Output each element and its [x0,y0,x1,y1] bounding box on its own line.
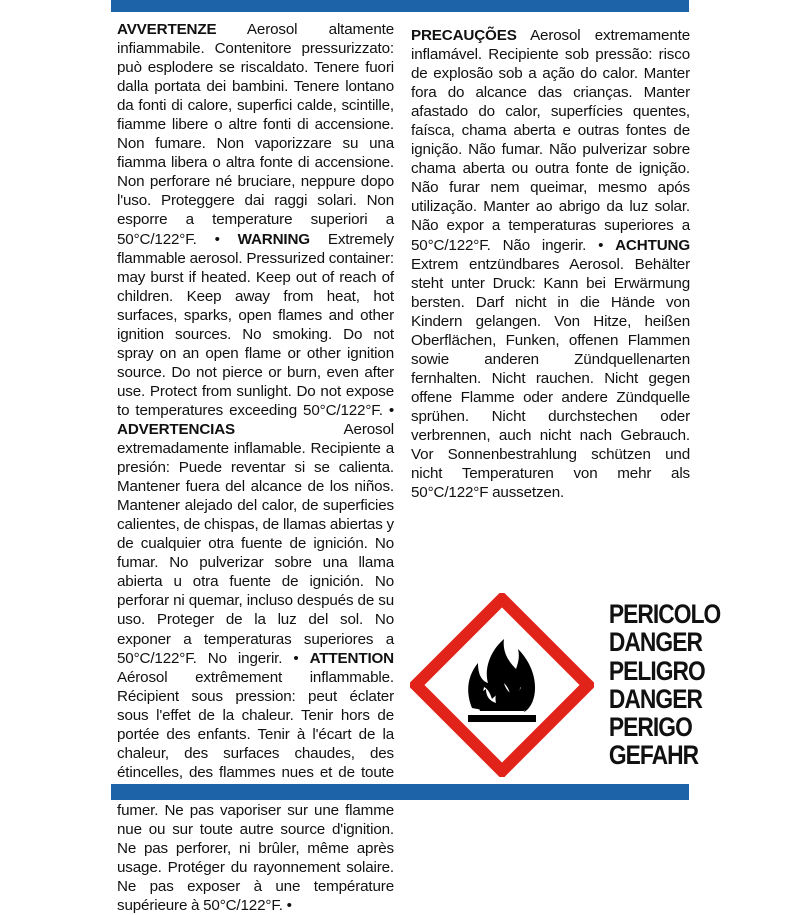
warning-portuguese [411,27,690,254]
signal-word-peligro: PELIGRO [608,655,705,686]
text-french: Aérosol extrêmement inflammable. Récipient sous pression: peut éclater sous l'effet de la chaleur. Tenir hors de portée des enfants. Tenir à l'écart de la chaleur, des surfaces chaudes, des étincelles, des flammes nues et de toute fumer. Ne pas vaporiser sur une flamme nue ou sur toute autre source d'ignition. Ne pas perforer, ni brûler, même après usage. Protéger du rayonnement solaire. Ne pas exposer à une température supérieure à 50°C/122°F. • [117,668,394,915]
ghs-flammable-pictogram [410,593,594,777]
warning-german [411,237,690,502]
warning-column-left [117,20,394,915]
text-german: Extrem entzündbares Aerosol. Behälter steht unter Druck: Kann bei Erwärmung bersten. Darf nicht in die Hände von Kindern gelangen. Von Hitze, heißen Oberflächen, Funken, offenen Flammen sowie anderen Zündquellenarten fernhalten. Nicht rauchen. Nicht gegen offene Flamme oder andere Zündquelle sprühen. Nicht durchstechen oder verbrennen, auch nicht nach Gebrauch. Vor Sonnenbestrahlung schützen und nicht Temperaturen von mehr als 50°C/122°F aussetzen. [411,255,690,502]
heading-german: ACHTUNG [615,236,690,254]
top-accent-bar [111,0,689,12]
text-italian: Aerosol altamente infiammabile. Contenitore pressurizzato: può esplodere se riscaldato. Tenere fuori dalla portata dei bambini. Tenere lontano da fonti di calore, superfici calde, scintille, fiamme libere o altre fonti di accensione. Non fumare. Non vaporizzare su una fiamma libera o altra fonte di accensione. Non perforare né bruciare, neppure dopo l'uso. Proteggere dai raggi solari. Non esporre a temperature superiori a 50°C/122°F. • [117,21,394,248]
heading-english: WARNING [237,230,310,248]
warning-french [117,650,394,915]
signal-word-pericolo: PERICOLO [608,599,721,629]
heading-italian: AVVERTENZE [117,21,217,38]
text-english: Extremely flammable aerosol. Pressurized container: may burst if heated. Keep out of reach of children. Keep away from heat, hot surfaces, sparks, open flames and other ignition sources. No smoking. Do not spray on an open flame or other ignition source. Do not pierce or burn, even after use. Protect from sunlight. Do not expose to temperatures exceeding 50°C/122°F. • [117,230,395,419]
flame-hazard-icon [410,593,594,777]
warning-italian [117,21,394,248]
bottom-accent-bar [111,784,689,800]
signal-word-perigo: PERIGO [608,712,692,743]
warning-column-right [411,26,690,502]
signal-word-danger: DANGER [608,627,702,658]
heading-french: ATTENTION [309,649,394,667]
signal-words [608,599,721,771]
text-spanish: Aerosol extremadamente inflamable. Recipiente a presión: Puede reventar si se calienta. Mantener fuera del alcance de los niños. Mantener alejado del calor, de superficies calientes, de chispas, de llamas abiertas y de cualquier otra fuente de ignición. No fumar. No pulverizar sobre una llama abierta u otra fuente de ignición. No perforar ni quemar, incluso después de su uso. Proteger de la luz del sol. No exponer a temperaturas superiores a 50°C/122°F. No ingerir. • [117,420,394,667]
heading-portuguese: PRECAUÇÕES [411,27,517,44]
text-portuguese: Aerosol extremamente inflamável. Recipiente sob pressão: risco de explosão sob a ação do calor. Manter fora do alcance das crianças. Manter afastado do calor, superfícies quentes, faísca, chama aberta e outras fontes de ignição. Não fumar. Não pulverizar sobre chama aberta ou outra fonte de ignição. Não furar nem queimar, mesmo após utilização. Manter ao abrigo da luz solar. Não expor a temperaturas superiores a 50°C/122°F. Não ingerir. • [411,27,690,254]
warning-spanish [117,421,394,667]
signal-word-gefahr: GEFAHR [608,740,699,771]
heading-spanish: ADVERTENCIAS [117,420,236,438]
signal-word-danger-fr: DANGER [608,683,702,714]
warning-english [117,231,394,419]
